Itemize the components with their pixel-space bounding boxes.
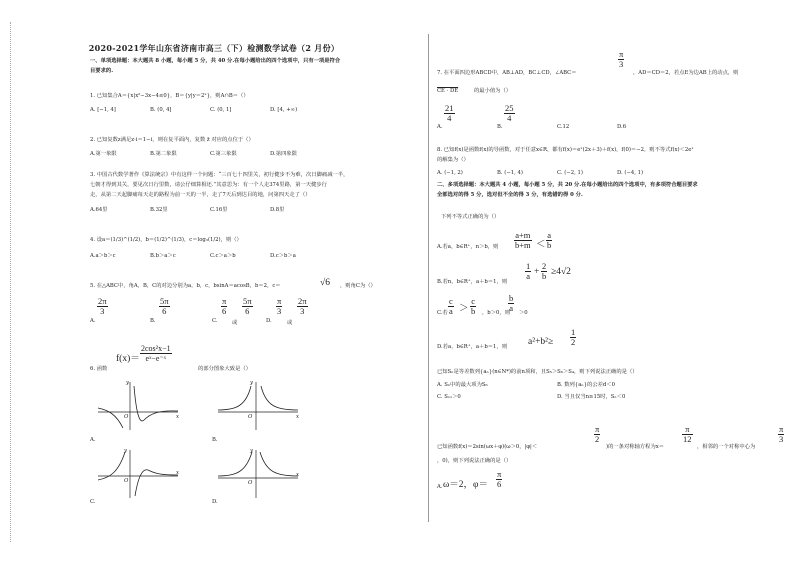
q11-stem: 已知函数f(x)＝2sin(ωx＋φ)(ω＞0，|φ|＜ [437,444,538,450]
q6-graph-a [96,380,182,432]
q5-option-c-frac1 [221,297,227,316]
q6-graph-b-origin: O [248,414,253,420]
q9-option-c-text: C.若 [437,310,448,316]
q9-a-lt: ＜ [536,240,546,250]
q10-option-b: B. 数列{aₙ}的公差d＜0 [557,382,615,388]
q11-axis-den: 12 [683,434,692,444]
q9-c-den3: a [509,303,514,313]
q6-option-b: B. [212,437,218,443]
q5-stem-tail: ，则角C为（） [340,283,376,289]
q9-a-num1: a+m [515,230,531,240]
q7-b-den: 4 [507,113,512,123]
q9-b-den2: b [542,271,547,281]
q8-option-a: A. (−1, 2) [437,170,463,176]
q9-c-frac3 [508,294,514,313]
q6-graph-d-x-label: x [296,472,299,478]
q7-a-den: 4 [447,113,452,123]
q1-option-a: A. [−1, 4] [90,107,116,113]
q9-b-num1: 1 [526,261,531,271]
q2-option-d: D.第四象限 [270,151,297,157]
q11-a-num: π [497,469,502,479]
q11-phi-bound-fraction [594,425,600,444]
q4-stem: 4. 设a＝(1/3)^(1/2)，b＝(1/2)^(1/3)，c＝log₃(1/2)，则（） [90,237,242,243]
q11-stem-mid2: ，相邻的一个对称中心为 [697,444,756,450]
q6-graph-d-y-label: y [250,448,253,454]
q3-stem-line2: 七朝才得到其关，要见次日行里数，请公仔细算相还.”其意思为：有一个人走374里路，第一天健步行 [90,182,327,188]
q8-option-b: B. (−1, 4) [497,170,523,176]
q7-vector-tail: 的最小值为（） [474,88,512,94]
q5-d-num1: π [277,296,282,306]
q9-a-den2: b [547,240,552,250]
q3-option-a: A.64里 [90,207,108,213]
q6-option-c: C. [90,499,96,505]
q9-a-frac1 [514,231,532,250]
q9-option-c-mid: ，b＞0，则 [482,310,510,316]
q10-option-c: C. S₁₁＞0 [437,394,461,400]
q8-option-c: C. (−2, 1) [557,170,583,176]
q6-graph-c [96,448,182,500]
q6-graph-b-y-label: y [250,380,253,386]
q7-angle-den: 3 [619,59,624,69]
q9-c-den1: a [449,306,453,316]
q2-stem: 2. 已知复数z满足z·i＝1−i，则在复平面内，复数 z̄ 对应的点位于（） [90,137,254,143]
q5-d-den2: 3 [300,306,305,316]
q7-option-c: C.12 [557,124,570,130]
q9-option-d-text: D.若a，b∈R⁺，a＋b＝1，则 [437,344,507,350]
q11-option-a-expr: ω＝2，φ＝ [443,480,488,490]
q6-graph-a-y-label: y [126,380,129,386]
q6-func-num: 2cos²x−1 [141,344,171,353]
q10-option-d: D. 当且仅当n≥15时，Sₙ＜0 [557,394,626,400]
q5-b-num: 5π [160,296,169,306]
q7-b-num: 25 [505,103,514,113]
q7-option-a-label: A. [437,124,443,130]
q9-d-fraction [570,328,576,347]
q9-b-den1: a [526,271,531,281]
q5-stem: 5. 在△ABC中，角A，B，C的对边分别为a，b，c，bsinA＝acosB，b＝2，c＝ [90,283,281,289]
q8-option-d: D. (−4, 1) [617,170,644,176]
q5-option-b-fraction [159,297,170,316]
q5-c-den2: 6 [245,306,250,316]
section1-header-cont: 目要求的. [90,68,114,74]
q8-stem-cont: 的解集为（） [437,157,469,163]
q11-phi-den: 2 [595,434,600,444]
q1-option-b: B. (0, 4] [150,107,172,113]
q5-option-a-label: A. [90,318,96,324]
q5-option-a-fraction [97,297,108,316]
section2-header: 二、多项选择题：本大题共 4 小题，每小题 5 分，共 20 分.在每小题给出的四个选项中，有多项符合题目要求 [437,182,698,188]
q3-option-c: C.16里 [210,207,228,213]
q6-func-den: eˣ−e⁻ˣ [145,354,167,363]
q5-sqrt6: √6 [320,278,330,288]
q7-vector-expr: CE · DE [437,88,459,94]
q9-b-ge: ≥4√2 [551,267,571,277]
q9-d-expr: a²+b²≥ [528,337,554,347]
q9-c-frac2 [470,297,476,316]
q7-a-num: 21 [445,103,454,113]
q9-d-num: 1 [571,327,576,337]
q6-graph-a-origin: O [124,414,129,420]
q6-option-a: A. [90,437,96,443]
q1-option-d: D. [4, +∞) [270,107,298,113]
q9-b-frac2 [541,262,547,281]
q6-graph-d-origin: O [248,480,253,486]
q9-b-frac1 [525,262,531,281]
q7-option-b-label: B. [497,124,503,130]
q11-center-den: 3 [779,434,784,444]
q5-option-d-frac2 [297,297,308,316]
q2-option-a: A.第一象限 [90,151,117,157]
q11-option-a-label: A. [437,484,443,490]
q11-center-fraction [778,425,784,444]
q11-axis-num: π [682,425,693,435]
q9-a-frac2 [546,231,552,250]
q4-option-d: D.c＞b＞a [270,253,296,259]
q2-option-c: C.第三象限 [210,151,237,157]
q3-option-d: D.8里 [270,207,285,213]
q5-b-den: 6 [162,306,167,316]
q5-option-c-frac2 [242,297,253,316]
exam-title: 2020-2021学年山东省济南市高三（下）检测数学试卷（2 月份） [88,43,340,53]
q3-stem-line3: 走，从第二天起脚痛每天走的路程为前一天的一半，走了7天后到达目的地，问第四天走了（） [90,192,311,198]
q5-option-c-label: C. [212,318,218,324]
q5-option-d-label: D. [266,318,272,324]
q5-c-num2: 5π [243,296,252,306]
q9-c-den2: b [471,306,476,316]
q6-graph-c-origin: O [124,478,129,484]
q6-func-lhs: f(x)＝ [116,354,140,364]
q5-c-den1: 6 [222,306,227,316]
q7-option-a-fraction [444,104,455,123]
q6-graph-b-x-label: x [296,414,299,420]
q5-c-num1: π [222,296,227,306]
q1-stem: 1. 已知集合A＝{x|x²−3x−4≤0}，B＝{y|y＝2ˣ}，则A∩B＝（） [90,93,249,99]
q3-option-b: B.32里 [150,207,168,213]
q5-a-den: 3 [100,306,105,316]
q6-graph-d [216,448,302,500]
q10-option-a: A. Sₙ中的最大项为S₆ [437,382,488,388]
q5-a-num: 2π [98,296,107,306]
q5-d-num2: 2π [298,296,307,306]
q6-graph-c-y-label: y [124,448,127,454]
q9-a-num2: a [547,230,552,240]
q5-option-d-or: 或 [287,320,293,326]
q6-graph-c-x-label: x [176,470,179,476]
q9-option-c-tail: ＞0 [519,310,528,316]
q6-option-d: D. [212,499,218,505]
q5-option-c-or: 或 [232,320,238,326]
q11-axis-fraction [682,425,693,444]
q9-c-frac1 [448,297,454,316]
q9-d-den: 2 [571,337,576,347]
q9-c-num1: c [449,296,453,306]
q9-c-num2: c [471,296,476,306]
q5-option-b-label: B. [150,318,156,324]
q9-option-a-text: A.若a，b∈R⁺，n＞b，则 [437,244,499,250]
q7-option-b-fraction [504,104,515,123]
q8-stem: 8. 已知f(x)是函数f(x)的导函数，对于任意x∈R，都有f(x)＝eˣ(2x＋3)＋f(x)，f(0)＝−2，则不等式f(x)＜2eˣ [437,147,694,153]
q9-a-den1: b+m [515,240,531,250]
q6-graph-a-x-label: x [176,414,179,420]
section2-header-cont: 全部选对的得 5 分，选对但不全的得 3 分，有选错的得 0 分. [437,192,583,198]
q9-b-plus: + [534,267,540,277]
q11-stem-mid: )的一条对称轴方程为x＝ [606,444,665,450]
section1-header: 一、单项选择题：本大题共 8 小题，每小题 5 分，共 40 分.在每小题给出的四个选项中，只有一项是符合 [90,58,341,64]
q11-stem-cont: ，0)，则下列说法正确的是（） [437,458,512,464]
q7-angle-num: π [619,49,624,59]
q4-option-b: B.b＞a＞c [150,253,176,259]
q11-option-a-fraction [496,470,502,489]
q6-stem: 6. 函数 [90,366,108,372]
q6-graph-b [216,380,302,432]
q2-option-b: B.第二象限 [150,151,177,157]
q5-d-den1: 3 [277,306,282,316]
column-divider [428,34,429,522]
q3-stem-line1: 3. 中国古代数学著作《算法统宗》中有这样一个问题：“三百七十四里关，初行健步不为难，次日脚痛减一半， [90,172,349,178]
q7-option-d: D.6 [617,124,627,130]
q7-angle-fraction [618,50,624,69]
q9-b-num2: 2 [542,261,547,271]
binding-line [10,22,12,542]
q10-stem: 已知Sₙ是等差数列{aₙ}(n∈N*)的前n项和，且S₅＞S₆＞S₄，则下列说法正确的是（） [437,369,638,375]
q7-stem: 7. 在平面四边形ABCD中，AB⊥AD，BC⊥CD，∠ABC＝ [437,70,577,76]
q6-stem-tail: 的部分图象大致是（） [198,366,251,372]
q11-phi-num: π [595,424,600,434]
q9-stem: 下列不等式正确的为（） [441,214,500,220]
q9-c-gt: ＞ [459,304,469,314]
q1-option-c: C. (0, 1] [210,107,232,113]
q7-stem-mid: ，AD＝CD＝2，若点E为边AB上的动点，则 [633,70,739,76]
q6-func-fraction [140,344,172,363]
q9-c-num3: b [509,293,514,303]
q9-option-b-text: B.若n，b∈R⁺，a＋b＝1，则 [437,279,508,285]
q11-a-den: 6 [497,479,502,489]
q5-option-d-frac1 [276,297,282,316]
q4-option-c: C.c＞a＞b [210,253,236,259]
q4-option-a: A.a＞b＞c [90,253,116,259]
q11-center-num: π [779,424,784,434]
